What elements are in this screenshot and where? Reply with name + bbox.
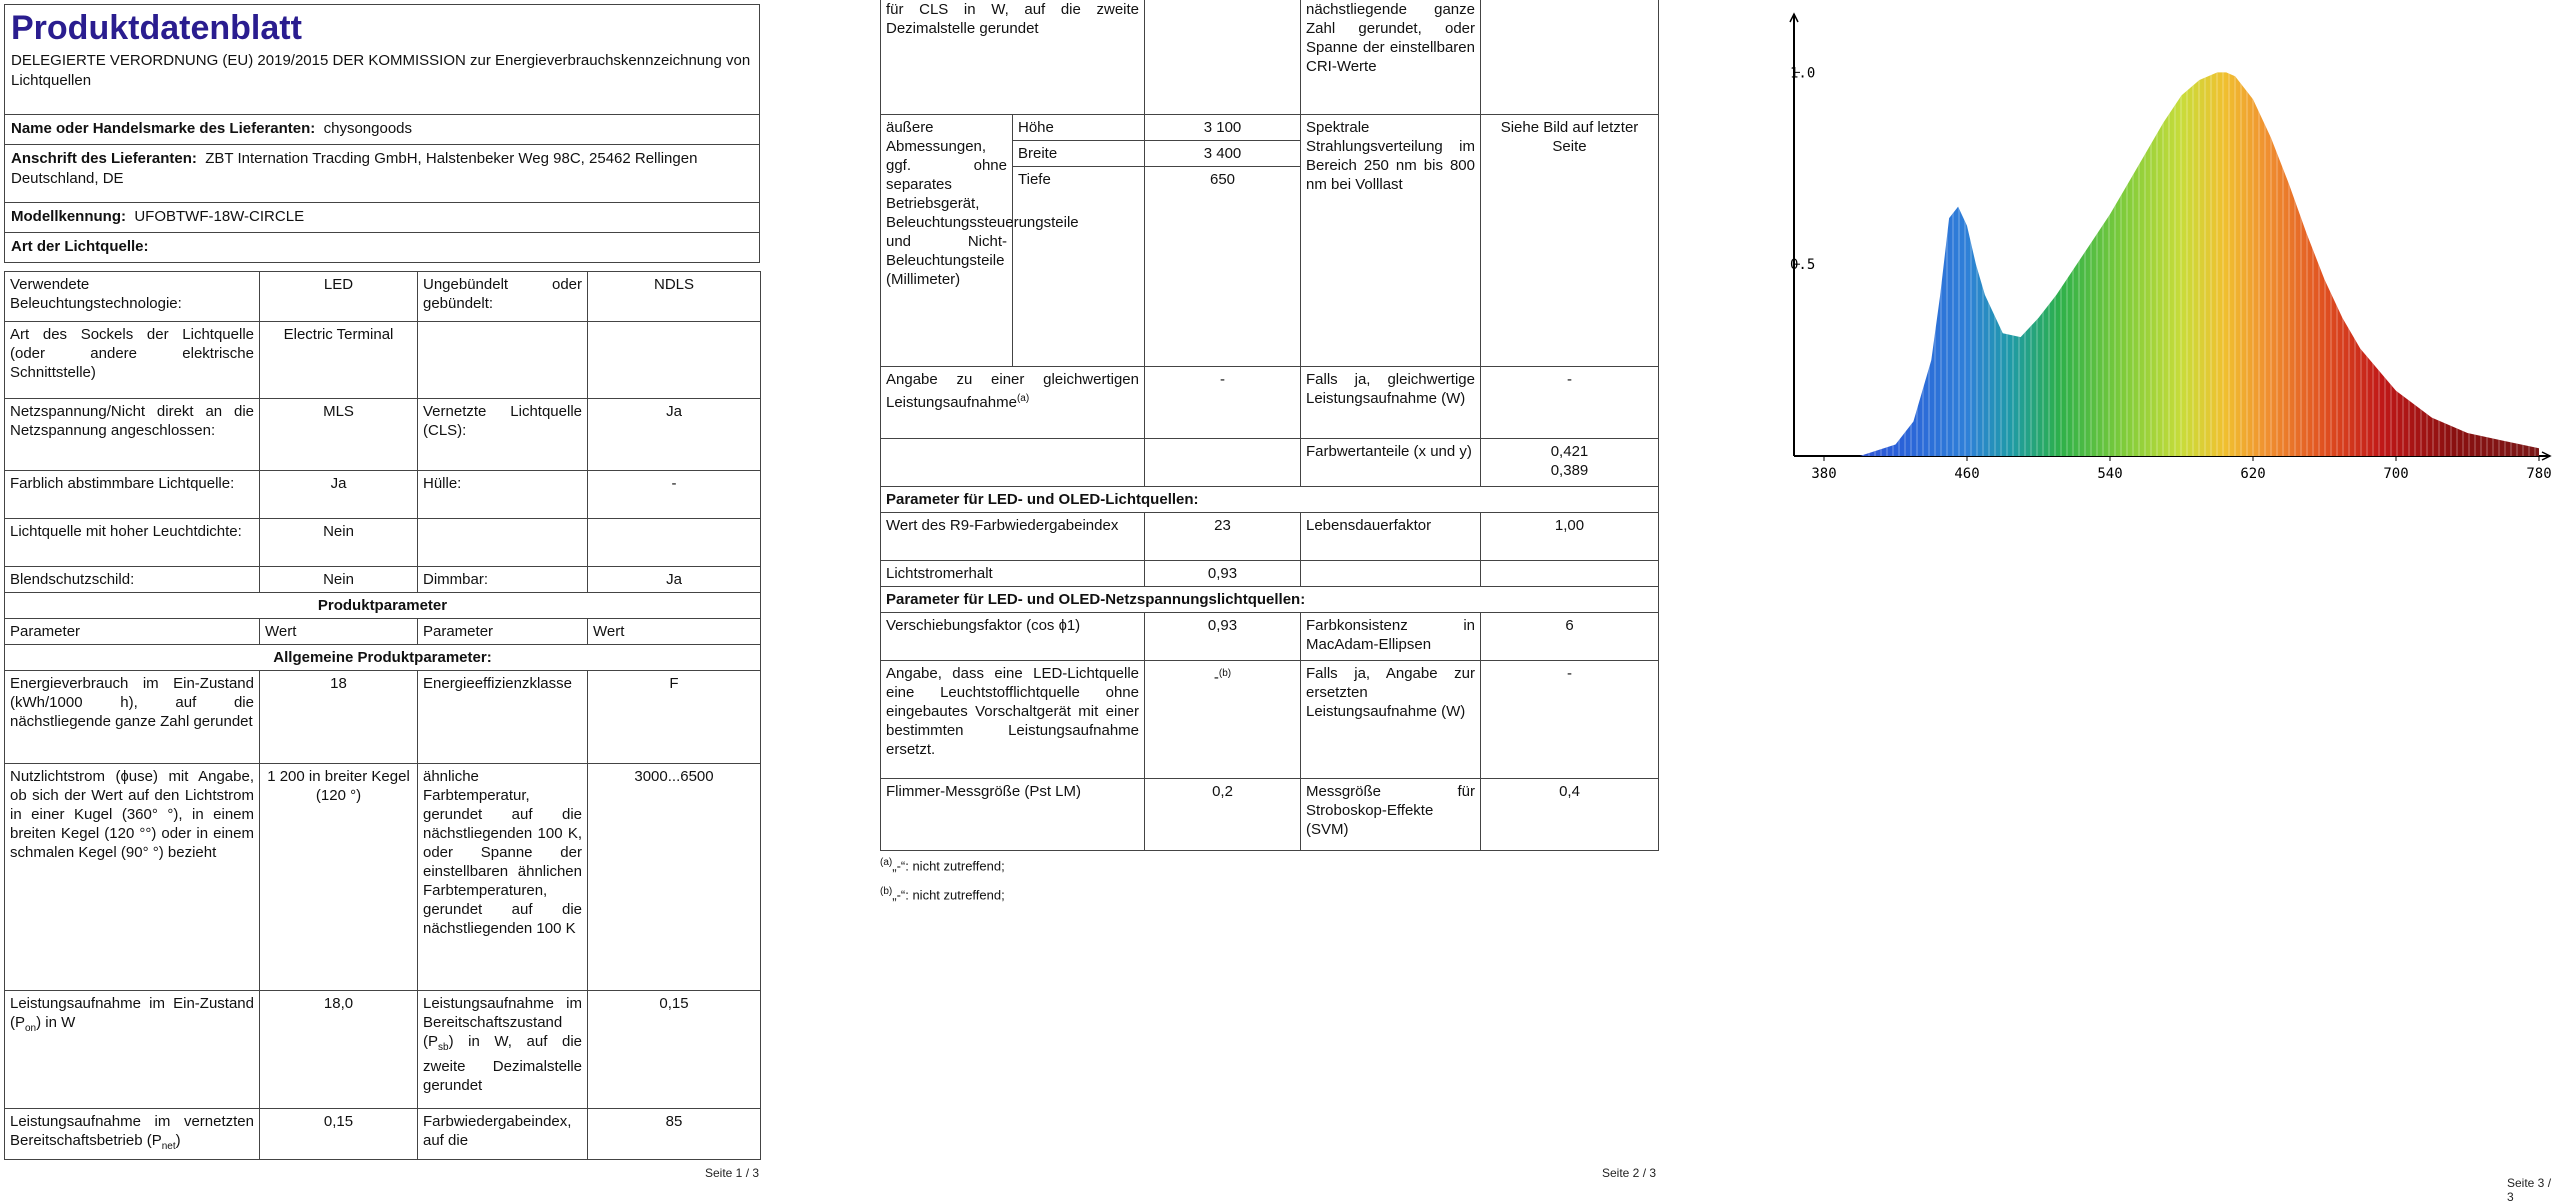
psb-tail: ) in W, auf die zweite Dezimalstelle gerundet — [423, 1033, 582, 1094]
table-row — [881, 0, 1659, 115]
cell: 0,4 — [1481, 779, 1659, 851]
cell — [588, 322, 761, 399]
pon-sub: on — [25, 1023, 37, 1034]
cell: ähnliche Farbtemperatur, gerundet auf die nächstliegenden 100 K, oder Spanne der einstellbaren ähnlichen Farbtemperaturen, gerundet auf die nächstliegenden 100 K — [418, 764, 588, 991]
cell: Lichtquelle mit hoher Leuchtdichte: — [5, 519, 260, 567]
supplier-row — [4, 115, 760, 145]
cell: - — [1481, 661, 1659, 779]
table-row — [5, 619, 761, 645]
cell: Verwendete Beleuchtungstechnologie: — [5, 272, 260, 322]
cell: 0,93 — [1145, 613, 1301, 661]
cell: 23 — [1145, 513, 1301, 561]
table-row — [881, 439, 1659, 487]
footnote-a — [880, 850, 1005, 879]
cell: Ungebündelt oder gebündelt: — [418, 272, 588, 322]
spectral-chart — [1784, 0, 2560, 490]
cell: nächstliegende ganze Zahl gerundet, oder Spanne der einstellbaren CRI-Werte — [1301, 0, 1481, 115]
cell: Flimmer-Messgröße (Pst LM) — [881, 779, 1145, 851]
page-title: Produktdatenblatt — [11, 9, 302, 47]
header-box — [4, 4, 760, 115]
cell: 18,0 — [260, 991, 418, 1109]
cell: Farbkonsistenz in MacAdam-Ellipsen — [1301, 613, 1481, 661]
cell — [418, 322, 588, 399]
y-tick-label: 0.5 — [1790, 257, 1816, 274]
psb-label: Leistungsaufnahme im Bereitschaftszustand (P — [423, 995, 582, 1050]
cell: MLS — [260, 399, 418, 471]
dim-width-label: Breite — [1013, 141, 1145, 167]
cell: 0,2 — [1145, 779, 1301, 851]
type-row — [4, 233, 760, 263]
cell — [1481, 561, 1659, 587]
equiv-label: Angabe zu einer gleichwertigen Leistungsaufnahme — [886, 371, 1139, 411]
cell: NDLS — [588, 272, 761, 322]
cell: 1 200 in breiter Kegel (120 °) — [260, 764, 418, 991]
cell: - — [1481, 367, 1659, 439]
cell: 3000...6500 — [588, 764, 761, 991]
replace-sup: (b) — [1218, 668, 1232, 679]
cell: Nutzlichtstrom (ɸuse) mit Angabe, ob sich der Wert auf den Lichtstrom in einer Kugel (360° °), in einem breiten Kegel (120 °°) oder in einem schmalen Kegel (90° °) bezieht — [5, 764, 260, 991]
footnote-b — [880, 879, 1005, 908]
cell: Blendschutzschild: — [5, 567, 260, 593]
cell — [1301, 561, 1481, 587]
table-row — [5, 519, 761, 567]
cell: Hülle: — [418, 471, 588, 519]
footnote-b-text: „-“: nicht zutreffend; — [892, 887, 1005, 903]
y-tick-label: 1.0 — [1790, 65, 1816, 82]
cell: Verschiebungsfaktor (cos ɸ1) — [881, 613, 1145, 661]
address-value: ZBT Internation Tracding GmbH, Halstenbeker Weg 98C, 25462 Rellingen Deutschland, DE — [11, 150, 698, 187]
model-label: Modellkennung: — [11, 208, 126, 225]
cell: Nein — [260, 519, 418, 567]
cell: Falls ja, Angabe zur ersetzten Leistungsaufnahme (W) — [1301, 661, 1481, 779]
table-row — [881, 613, 1659, 661]
table-row — [5, 593, 761, 619]
cell: Farbwiedergabeindex, auf die — [418, 1109, 588, 1160]
led-params-header: Parameter für LED- und OLED-Lichtquellen: — [881, 487, 1659, 513]
cell: 0,15 — [260, 1109, 418, 1160]
cell: Lichtstromerhalt — [881, 561, 1145, 587]
cell: Farbwertanteile (x und y) — [1301, 439, 1481, 487]
cell: 6 — [1481, 613, 1659, 661]
table-row — [5, 645, 761, 671]
mains-params-header: Parameter für LED- und OLED-Netzspannungslichtquellen: — [881, 587, 1659, 613]
table-row — [881, 587, 1659, 613]
table-row — [881, 561, 1659, 587]
table-row — [5, 399, 761, 471]
cell: Ja — [588, 399, 761, 471]
cell: Art des Sockels der Lichtquelle (oder andere elektrische Schnittstelle) — [5, 322, 260, 399]
pon-tail: ) in W — [36, 1014, 76, 1031]
x-tick-label: 780 — [2526, 466, 2552, 482]
cell: Angabe, dass eine LED-Lichtquelle eine Leuchtstofflichtquelle ohne eingebautes Vorschaltgerät mit einer bestimmten Leistungsaufnahme ersetzt. — [881, 661, 1145, 779]
x-tick-label: 540 — [2097, 466, 2123, 482]
cell: Lebensdauerfaktor — [1301, 513, 1481, 561]
page-2 — [880, 0, 1660, 1191]
cell: 0,15 — [588, 991, 761, 1109]
table-row — [5, 1109, 761, 1160]
col-header-value: Wert — [588, 619, 761, 645]
dim-width-value: 3 400 — [1145, 141, 1301, 167]
table-row — [881, 513, 1659, 561]
cell: Netzspannung/Nicht direkt an die Netzspannung angeschlossen: — [5, 399, 260, 471]
footnote-b-sup: (b) — [880, 886, 893, 898]
footnotes — [880, 850, 1005, 909]
x-tick-label: 460 — [1954, 466, 1980, 482]
cell: Electric Terminal — [260, 322, 418, 399]
cell: Energieeffizienzklasse — [418, 671, 588, 764]
spectral-chart-svg — [1784, 0, 2560, 490]
cell: Vernetzte Lichtquelle (CLS): — [418, 399, 588, 471]
cell: Farblich abstimmbare Lichtquelle: — [5, 471, 260, 519]
cell — [1481, 439, 1659, 487]
cell: für CLS in W, auf die zweite Dezimalstelle gerundet — [881, 0, 1145, 115]
table-row — [5, 471, 761, 519]
page-number: Seite 2 / 3 — [1602, 1166, 1657, 1180]
cell: Energieverbrauch im Ein-Zustand (kWh/1000 h), auf die nächstliegende ganze Zahl gerundet — [5, 671, 260, 764]
model-value: UFOBTWF-18W-CIRCLE — [134, 208, 305, 225]
col-header-value: Wert — [260, 619, 418, 645]
page-number: Seite 1 / 3 — [705, 1166, 760, 1180]
spectral-value: Siehe Bild auf letzter Seite — [1481, 115, 1659, 367]
x-tick-label: 620 — [2240, 466, 2266, 482]
cell — [5, 991, 260, 1109]
dims-label: äußere Abmessungen, ggf. ohne separates Betriebsgerät, Beleuchtungssteuerungsteile und Nicht-Beleuchtungsteile (Millimeter) — [881, 115, 1013, 367]
footnote-a-sup: (a) — [880, 857, 893, 868]
cell: 0,93 — [1145, 561, 1301, 587]
table-row — [5, 764, 761, 991]
dim-height-value: 3 100 — [1145, 115, 1301, 141]
page-number: Seite 3 / 3 — [2507, 1176, 2552, 1204]
cell: Falls ja, gleichwertige Leistungsaufnahme (W) — [1301, 367, 1481, 439]
table-row — [5, 671, 761, 764]
cell — [1481, 0, 1659, 115]
spectral-label: Spektrale Strahlungsverteilung im Bereich 250 nm bis 800 nm bei Volllast — [1301, 115, 1481, 367]
cell: Wert des R9-Farbwiedergabeindex — [881, 513, 1145, 561]
pnet-tail: ) — [175, 1132, 181, 1149]
regulation-text: DELEGIERTE VERORDNUNG (EU) 2019/2015 DER KOMMISSION zur Energieverbrauchskennzeichnung von Lichtquellen — [11, 52, 751, 89]
col-header-param: Parameter — [5, 619, 260, 645]
table-row — [881, 367, 1659, 439]
pnet-sub: net — [161, 1141, 176, 1152]
cell — [418, 991, 588, 1109]
params-table-continued — [880, 0, 1659, 851]
table-row — [881, 487, 1659, 513]
equiv-sup: (a) — [1016, 393, 1030, 404]
cell: Dimmbar: — [418, 567, 588, 593]
cell — [1145, 439, 1301, 487]
chroma-x: 0,421 — [1550, 443, 1589, 460]
x-tick-label: 380 — [1811, 466, 1837, 482]
cell: 85 — [588, 1109, 761, 1160]
cell — [881, 367, 1145, 439]
chroma-y: 0,389 — [1550, 462, 1589, 479]
cell — [1145, 0, 1301, 115]
cell: Ja — [588, 567, 761, 593]
dim-depth-value: 650 — [1145, 167, 1301, 367]
address-row — [4, 145, 760, 203]
cell: Messgröße für Stroboskop-Effekte (SVM) — [1301, 779, 1481, 851]
table-row — [5, 567, 761, 593]
cell: Ja — [260, 471, 418, 519]
page-1 — [0, 0, 762, 1191]
table-row — [881, 115, 1659, 141]
plot-area — [1790, 14, 2552, 482]
supplier-value: chysongoods — [323, 120, 413, 137]
table-row — [5, 322, 761, 399]
general-params-header: Allgemeine Produktparameter: — [5, 645, 761, 671]
address-label: Anschrift des Lieferanten: — [11, 150, 197, 167]
cell: LED — [260, 272, 418, 322]
cell — [418, 519, 588, 567]
cell — [588, 519, 761, 567]
table-row — [5, 272, 761, 322]
product-params-header: Produktparameter — [5, 593, 761, 619]
pnet-label: Leistungsaufnahme im vernetzten Bereitschaftsbetrieb (P — [10, 1113, 254, 1149]
pon-label: Leistungsaufnahme im Ein-Zustand (P — [10, 995, 254, 1031]
col-header-param: Parameter — [418, 619, 588, 645]
table-row — [5, 991, 761, 1109]
type-label: Art der Lichtquelle: — [11, 238, 149, 255]
psb-sub: sb — [438, 1042, 449, 1053]
cell: Nein — [260, 567, 418, 593]
cell — [5, 1109, 260, 1160]
cell: F — [588, 671, 761, 764]
cell — [1145, 661, 1301, 779]
table-row — [881, 779, 1659, 851]
dim-height-label: Höhe — [1013, 115, 1145, 141]
dim-depth-label: Tiefe — [1013, 167, 1145, 367]
x-tick-label: 700 — [2383, 466, 2409, 482]
table-row — [881, 661, 1659, 779]
spectrum-area-texture — [1824, 72, 2539, 456]
cell — [881, 439, 1145, 487]
cell: - — [1145, 367, 1301, 439]
supplier-label: Name oder Handelsmarke des Lieferanten: — [11, 120, 316, 137]
cell: 1,00 — [1481, 513, 1659, 561]
replace-value: - — [1213, 669, 1219, 686]
footnote-a-text: „-“: nicht zutreffend; — [892, 858, 1005, 874]
model-row — [4, 203, 760, 233]
lightsource-table — [4, 271, 761, 1160]
cell: 18 — [260, 671, 418, 764]
cell: - — [588, 471, 761, 519]
